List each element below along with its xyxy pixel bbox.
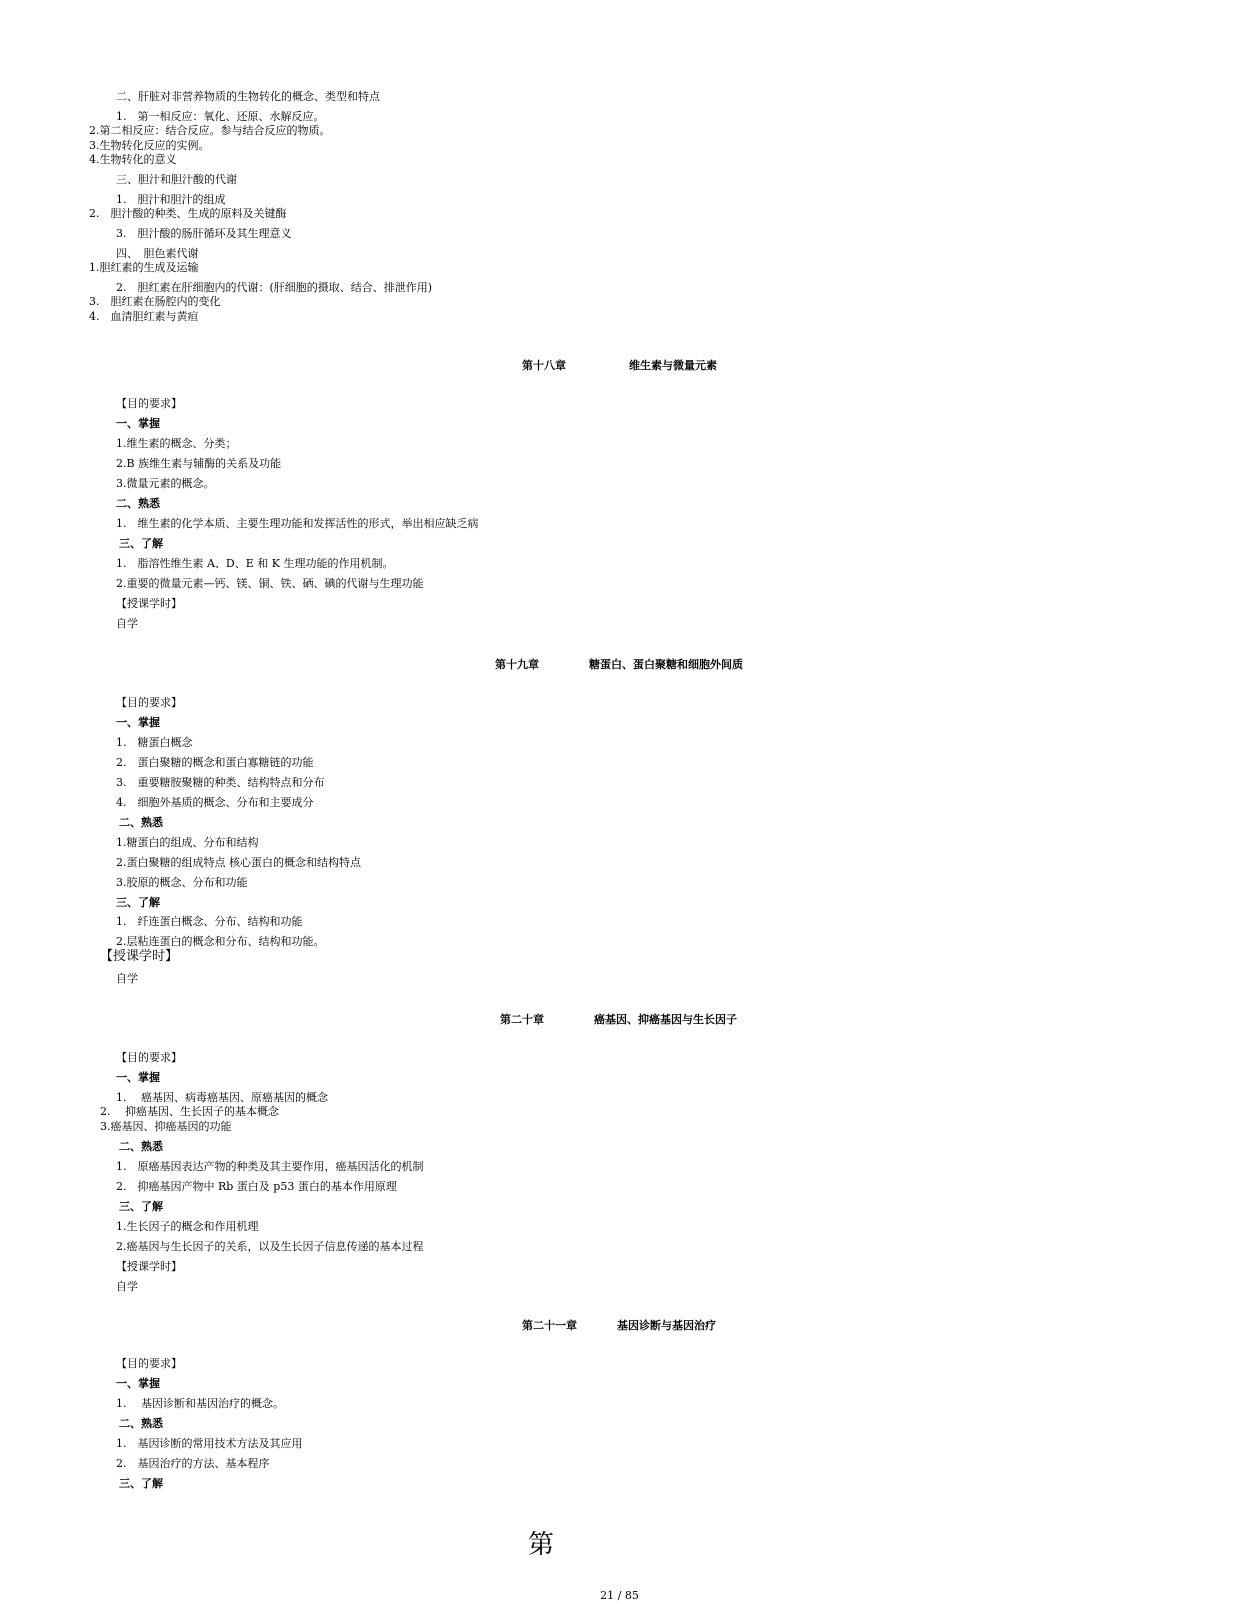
list-item: 1. 癌基因、病毒癌基因、原癌基因的概念 xyxy=(116,1091,328,1104)
objectives-label: 【目的要求】 xyxy=(116,1051,182,1064)
list-item: 2. 基因治疗的方法、基本程序 xyxy=(116,1457,270,1470)
understand-label: 三、了解 xyxy=(116,896,160,909)
familiar-label: 二、熟悉 xyxy=(119,1140,163,1153)
list-item: 2.癌基因与生长因子的关系，以及生长因子信息传递的基本过程 xyxy=(116,1240,424,1253)
list-item: 1. 胆汁和胆汁的组成 xyxy=(116,193,226,206)
list-item: 4. 细胞外基质的概念、分布和主要成分 xyxy=(116,796,314,809)
understand-label: 三、了解 xyxy=(119,537,163,550)
chapter-number: 第十九章 xyxy=(495,658,539,671)
list-item: 1.胆红素的生成及运输 xyxy=(89,261,199,274)
list-item: 1. 原癌基因表达产物的种类及其主要作用，癌基因活化的机制 xyxy=(116,1160,424,1173)
objectives-label: 【目的要求】 xyxy=(116,696,182,709)
familiar-label: 二、熟悉 xyxy=(116,497,160,510)
list-item: 3. 胆汁酸的肠肝循环及其生理意义 xyxy=(116,227,292,240)
page-number: 21 / 85 xyxy=(600,1589,639,1602)
chapter-title: 癌基因、抑癌基因与生长因子 xyxy=(594,1013,737,1026)
master-label: 一、掌握 xyxy=(116,716,160,729)
hours-label: 【授课学时】 xyxy=(116,1260,182,1273)
chapter-number: 第二十一章 xyxy=(522,1319,577,1332)
list-item: 2.重要的微量元素—钙、镁、铜、铁、硒、碘的代谢与生理功能 xyxy=(116,577,424,590)
list-item: 1. 维生素的化学本质、主要生理功能和发挥活性的形式，举出相应缺乏病 xyxy=(116,517,479,530)
chapter-number: 第二十章 xyxy=(500,1013,544,1026)
list-item: 2. 胆汁酸的种类、生成的原料及关键酶 xyxy=(89,207,287,220)
list-item: 4.生物转化的意义 xyxy=(89,153,177,166)
objectives-label: 【目的要求】 xyxy=(116,397,182,410)
list-item: 1. 脂溶性维生素 A、D、E 和 K 生理功能的作用机制。 xyxy=(116,557,394,570)
master-label: 一、掌握 xyxy=(116,417,160,430)
chapter-number: 第十八章 xyxy=(522,359,566,372)
list-item: 3.胶原的概念、分布和功能 xyxy=(116,876,248,889)
list-item: 3. 胆红素在肠腔内的变化 xyxy=(89,295,221,308)
overflow-character: 第 xyxy=(528,1530,555,1560)
list-item: 1. 糖蛋白概念 xyxy=(116,736,193,749)
chapter-title: 维生素与微量元素 xyxy=(629,359,717,372)
list-item: 2.第二相反应：结合反应。参与结合反应的物质。 xyxy=(89,124,331,137)
objectives-label: 【目的要求】 xyxy=(116,1357,182,1370)
list-item: 3.生物转化反应的实例。 xyxy=(89,139,210,152)
list-item: 2.层粘连蛋白的概念和分布、结构和功能。 xyxy=(116,935,325,948)
list-item: 2. 抑癌基因、生长因子的基本概念 xyxy=(100,1105,279,1118)
master-label: 一、掌握 xyxy=(116,1071,160,1084)
list-item: 1. 第一相反应：氧化、还原、水解反应。 xyxy=(116,110,325,123)
list-item: 1. 基因诊断和基因治疗的概念。 xyxy=(116,1397,284,1410)
list-item: 4. 血清胆红素与黄疸 xyxy=(89,310,199,323)
list-item: 1.维生素的概念、分类； xyxy=(116,437,237,450)
hours-value: 自学 xyxy=(116,972,138,985)
chapter-title: 基因诊断与基因治疗 xyxy=(617,1319,716,1332)
list-item: 2. 胆红素在肝细胞内的代谢：(肝细胞的摄取、结合、排泄作用) xyxy=(116,281,433,294)
list-item: 3. 重要糖胺聚糖的种类、结构特点和分布 xyxy=(116,776,325,789)
list-item: 2. 抑癌基因产物中 Rb 蛋白及 p53 蛋白的基本作用原理 xyxy=(116,1180,397,1193)
master-label: 一、掌握 xyxy=(116,1377,160,1390)
list-item: 1. 纤连蛋白概念、分布、结构和功能 xyxy=(116,915,303,928)
section-heading: 四、 胆色素代谢 xyxy=(116,247,199,260)
list-item: 1. 基因诊断的常用技术方法及其应用 xyxy=(116,1437,303,1450)
list-item: 1.生长因子的概念和作用机理 xyxy=(116,1220,259,1233)
list-item: 2. 蛋白聚糖的概念和蛋白寡糖链的功能 xyxy=(116,756,314,769)
familiar-label: 二、熟悉 xyxy=(119,816,163,829)
familiar-label: 二、熟悉 xyxy=(119,1417,163,1430)
list-item: 3.癌基因、抑癌基因的功能 xyxy=(100,1120,232,1133)
list-item: 1.糖蛋白的组成、分布和结构 xyxy=(116,836,259,849)
understand-label: 三、了解 xyxy=(119,1477,163,1490)
list-item: 2.B 族维生素与辅酶的关系及功能 xyxy=(116,457,282,470)
hours-value: 自学 xyxy=(116,1280,138,1293)
section-heading: 三、胆汁和胆汁酸的代谢 xyxy=(116,173,237,186)
chapter-title: 糖蛋白、蛋白聚糖和细胞外间质 xyxy=(589,658,743,671)
hours-label: 【授课学时】 xyxy=(116,597,182,610)
understand-label: 三、了解 xyxy=(119,1200,163,1213)
list-item: 2.蛋白聚糖的组成特点 核心蛋白的概念和结构特点 xyxy=(116,856,361,869)
section-heading: 二、肝脏对非营养物质的生物转化的概念、类型和特点 xyxy=(116,90,380,103)
list-item: 3.微量元素的概念。 xyxy=(116,477,215,490)
hours-label: 【授课学时】 xyxy=(100,949,179,964)
hours-value: 自学 xyxy=(116,617,138,630)
